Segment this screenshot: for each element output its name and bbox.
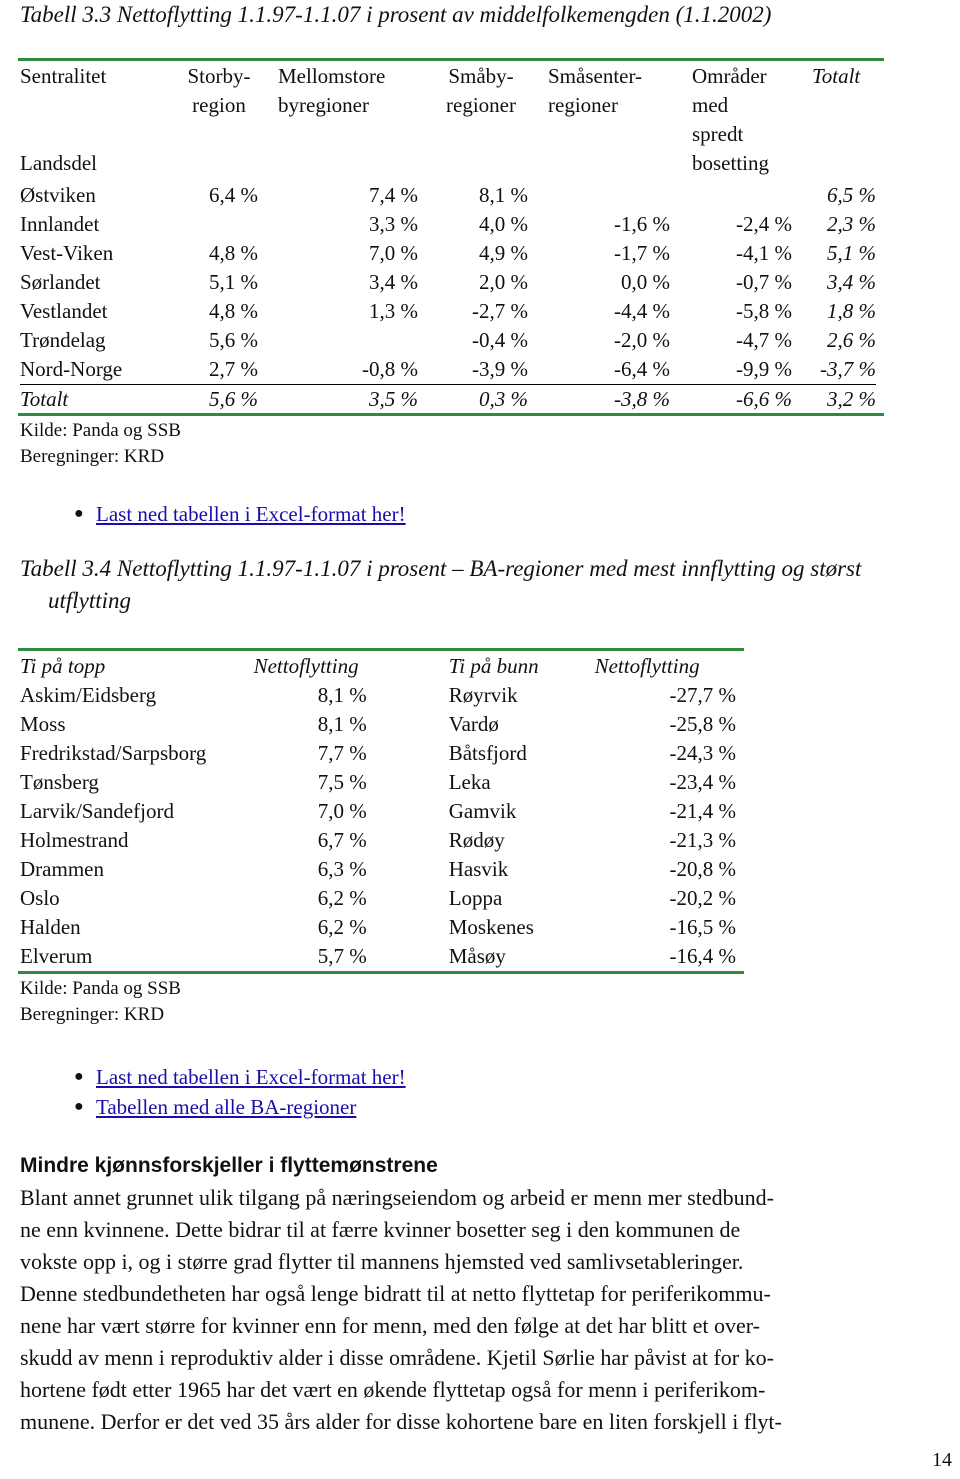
table-row: Oslo 6,2 % Loppa -20,2 % (20, 886, 736, 910)
table-header-row: Ti på topp Nettoflytting Ti på bunn Nettoflytting (20, 654, 700, 678)
paragraph-line: Denne stedbundetheten har også lenge bidratt til at netto flyttetap for periferikommu- (20, 1281, 771, 1306)
paragraph-line: ne enn kvinnene. Dette bidrar til at færre kvinner bosetter seg i den kommunen de (20, 1217, 741, 1242)
list-item (20, 499, 406, 529)
row-label: Trøndelag (20, 328, 106, 352)
table-row: Sørlandet 5,1 % 3,4 % 2,0 % 0,0 % -0,7 % 3,4 % (20, 268, 876, 297)
table33-title: Tabell 3.3 Nettoflytting 1.1.97-1.1.07 i prosent av middelfolkemengden (1.1.2002) (20, 2, 772, 27)
table-row: Østviken 6,4 % 7,4 % 8,1 % 6,5 % (20, 181, 876, 210)
list-item (20, 1062, 406, 1092)
table33-top-rule (18, 58, 884, 61)
table34-title-cont: utflytting (48, 588, 132, 613)
table-row: Halden 6,2 % Moskenes -16,5 % (20, 915, 736, 939)
row-label: Innlandet (20, 212, 100, 236)
table33-source (20, 418, 181, 470)
header-smasenter: Småsenter- regioner (548, 64, 643, 117)
source-text: Kilde: Panda og SSB (20, 978, 181, 999)
calc-text: Beregninger: KRD (20, 1004, 165, 1025)
table34-title: Tabell 3.4 Nettoflytting 1.1.97-1.1.07 i prosent – BA-regioner med mest innflytting og størst (20, 556, 862, 581)
table-row: Elverum 5,7 % Måsøy -16,4 % (20, 944, 736, 968)
calc-text: Beregninger: KRD (20, 446, 165, 467)
row-label: Vest-Viken (20, 241, 114, 265)
download-excel-link[interactable]: Last ned tabellen i Excel-format her! (96, 1065, 406, 1089)
table-row: Trøndelag 5,6 % -0,4 % -2,0 % -4,7 % 2,6 % (20, 326, 876, 355)
download-excel-link[interactable]: Last ned tabellen i Excel-format her! (96, 502, 406, 526)
paragraph-line: Blant annet grunnet ulik tilgang på næringseiendom og arbeid er menn mer stedbund- (20, 1185, 774, 1210)
bullet-icon: ● (74, 505, 84, 522)
paragraph-line: vokste opp i, og i større grad flytter til mannens hjemsted ved samlivsetableringer. (20, 1249, 744, 1274)
row-label: Sørlandet (20, 270, 101, 294)
table-row: Drammen 6,3 % Hasvik -20,8 % (20, 857, 736, 881)
header-landsdel: Landsdel (20, 151, 97, 175)
all-ba-regions-link[interactable]: Tabellen med alle BA-regioner (96, 1095, 357, 1119)
table-row: Nord-Norge 2,7 % -0,8 % -3,9 % -6,4 % -9,9 % -3,7 % (20, 355, 876, 385)
header-storbyregion: Storby- region (187, 64, 251, 117)
table34-source (20, 976, 181, 1028)
table34-links (20, 1062, 406, 1122)
header-smaby: Småby- regioner (446, 64, 516, 117)
bullet-icon: ● (74, 1098, 84, 1115)
table33-bottom-rule (18, 413, 884, 416)
table-row: Vest-Viken 4,8 % 7,0 % 4,9 % -1,7 % -4,1 % 5,1 % (20, 239, 876, 268)
row-label: Totalt (20, 387, 69, 411)
list-item (20, 1092, 406, 1122)
bullet-icon: ● (74, 1068, 84, 1085)
section-heading: Mindre kjønnsforskjeller i flyttemønstrene (20, 1154, 438, 1177)
table33-body (20, 181, 876, 414)
table-row: Holmestrand 6,7 % Rødøy -21,3 % (20, 828, 736, 852)
row-label: Vestlandet (20, 299, 108, 323)
paragraph-line: nene har vært større for kvinner enn for menn, med den følge at det har blitt et over- (20, 1313, 760, 1338)
table-row: Askim/Eidsberg 8,1 % Røyrvik -27,7 % (20, 683, 736, 707)
row-label: Østviken (20, 183, 96, 207)
section-paragraph (20, 1182, 782, 1438)
table33-header (20, 62, 884, 182)
header-totalt: Totalt (812, 64, 861, 88)
table33-links (20, 499, 406, 529)
paragraph-line: hortene født etter 1965 har det vært en økende flyttetap også for menn i periferikom- (20, 1377, 766, 1402)
table-row: Innlandet 3,3 % 4,0 % -1,6 % -2,4 % 2,3 % (20, 210, 876, 239)
header-sentralitet: Sentralitet (20, 64, 107, 88)
table34-body (20, 652, 736, 971)
table-total-row: Totalt 5,6 % 3,5 % 0,3 % -3,8 % -6,6 % 3,2 % (20, 385, 876, 415)
table-row: Larvik/Sandefjord 7,0 % Gamvik -21,4 % (20, 799, 736, 823)
table-row: Tønsberg 7,5 % Leka -23,4 % (20, 770, 736, 794)
header-mellomstore: Mellomstore byregioner (278, 64, 386, 117)
table-row: Vestlandet 4,8 % 1,3 % -2,7 % -4,4 % -5,8 % 1,8 % (20, 297, 876, 326)
table-row: Fredrikstad/Sarpsborg 7,7 % Båtsfjord -24,3 % (20, 741, 736, 765)
header-spredt: Områder med spredt bosetting (692, 64, 769, 175)
row-label: Nord-Norge (20, 357, 123, 381)
page-number: 14 (932, 1449, 952, 1471)
table34-top-rule (18, 648, 744, 651)
source-text: Kilde: Panda og SSB (20, 420, 181, 441)
table34-bottom-rule (18, 971, 744, 974)
paragraph-line: skudd av menn i reproduktiv alder i disse områdene. Kjetil Sørlie har påvist at for ko- (20, 1345, 774, 1370)
paragraph-line: munene. Derfor er det ved 35 års alder for disse kohortene bare en liten forskjell i flyt- (20, 1409, 782, 1434)
table-row: Moss 8,1 % Vardø -25,8 % (20, 712, 736, 736)
